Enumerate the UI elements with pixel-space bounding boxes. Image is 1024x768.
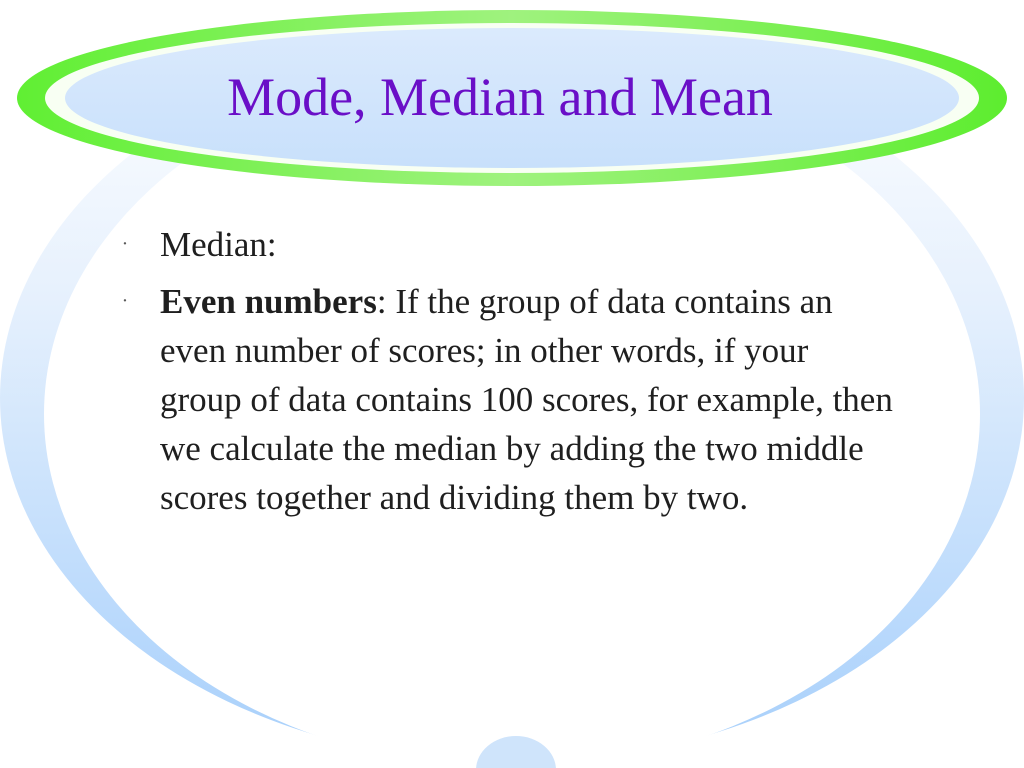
slide-content	[118, 220, 898, 530]
bullet-item-median	[118, 220, 898, 269]
bullet-text: Median:	[160, 225, 277, 264]
bullet-item-even-numbers	[118, 277, 898, 522]
page-title: Mode, Median and Mean	[227, 67, 773, 127]
bullet-dot-icon: ·	[121, 233, 129, 255]
bullet-dot-icon: ·	[121, 290, 129, 312]
bullet-text: : If the group of data contains an even number of scores; in other words, if your group of data contains 100 scores, for example, then we calculate the median by adding the two middle scores together and dividing them by two.	[160, 282, 893, 517]
bullet-bold-lead: Even numbers	[160, 282, 377, 321]
